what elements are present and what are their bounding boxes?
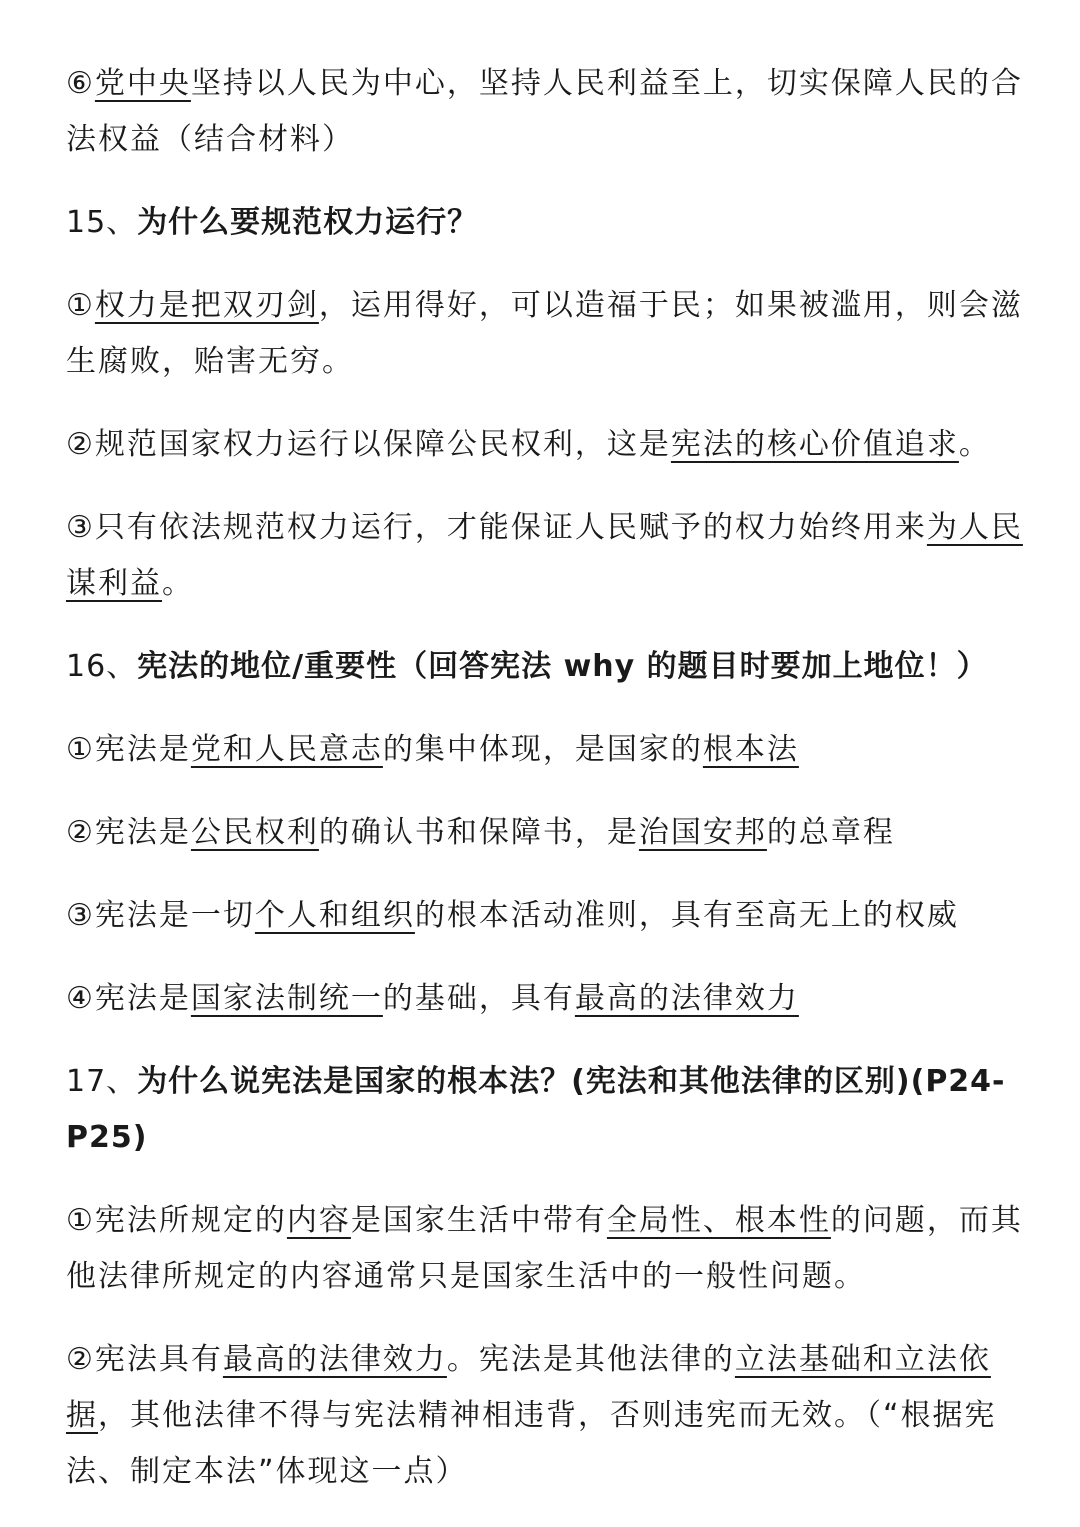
question-title: 宪法的地位/重要性（回答宪法 why 的题目时要加上地位！） [137, 649, 988, 684]
underlined-keyword: 公民权利 [190, 815, 319, 850]
paragraph-text: ③只有依法规范权力运行，才能保证人民赋予的权力始终用来 [66, 510, 927, 545]
question-15-heading [66, 195, 1026, 251]
paragraph-text: ，运用得好，可以造福于民；如果被滥用，则会滋生腐败，贻害无穷。 [66, 288, 1023, 379]
paragraph-text: 的集中体现，是国家的 [382, 732, 703, 767]
underlined-keyword: 最高的法律效力 [574, 981, 799, 1016]
paragraph-text: 的确认书和保障书，是 [318, 815, 639, 850]
paragraph-text: ①宪法是 [66, 732, 191, 767]
underlined-keyword: 党和人民意志 [190, 732, 383, 767]
underlined-keyword: 最高的法律效力 [222, 1342, 447, 1377]
q15-point-2 [66, 417, 1026, 473]
question-16-heading [66, 639, 1026, 695]
question-number: 15、 [66, 205, 138, 240]
q17-point-1 [66, 1193, 1026, 1305]
underlined-keyword: 宪法的核心价值追求 [670, 427, 959, 462]
paragraph-text: ②宪法是 [66, 815, 191, 850]
paragraph-text: ①宪法所规定的 [66, 1203, 287, 1238]
underlined-keyword: 全局性、根本性 [606, 1203, 831, 1238]
document-page [66, 56, 1026, 1527]
paragraph-text: 的问题，而其他法律所规定的内容通常只是国家生活中的一般性问题。 [66, 1203, 1023, 1294]
question-title: 为什么说宪法是国家的根本法？(宪法和其他法律的区别)(P24-P25) [66, 1064, 1006, 1155]
paragraph-text: ②规范国家权力运行以保障公民权利，这是 [66, 427, 671, 462]
underlined-keyword: 国家法制统一 [190, 981, 383, 1016]
paragraph-text: 。 [162, 566, 194, 601]
question-number: 16、 [66, 649, 138, 684]
underlined-keyword: 权力是把双刃剑 [94, 288, 319, 323]
question-17-heading [66, 1054, 1026, 1166]
underlined-keyword: 个人和组织 [254, 898, 415, 933]
paragraph-text: ④宪法是 [66, 981, 191, 1016]
q17-point-2 [66, 1332, 1026, 1500]
underlined-keyword: 根本法 [702, 732, 799, 767]
paragraph-text: 坚持以人民为中心，坚持人民利益至上，切实保障人民的合法权益（结合材料） [66, 66, 1023, 157]
item-marker: ① [66, 288, 95, 323]
underlined-keyword: 党中央 [94, 66, 191, 101]
paragraph-text: 的总章程 [766, 815, 895, 850]
item-marker: ⑥ [66, 66, 95, 101]
paragraph-text: ②宪法具有 [66, 1342, 223, 1377]
point-6-paragraph [66, 56, 1026, 168]
paragraph-text: 的根本活动准则，具有至高无上的权威 [414, 898, 959, 933]
q16-point-4 [66, 971, 1026, 1027]
q15-point-3 [66, 500, 1026, 612]
q16-point-1 [66, 722, 1026, 778]
paragraph-text: ③宪法是一切 [66, 898, 255, 933]
paragraph-text: 是国家生活中带有 [350, 1203, 607, 1238]
underlined-keyword: 立法基础和立法依据 [66, 1342, 991, 1433]
paragraph-text: 。 [958, 427, 991, 462]
underlined-keyword: 内容 [286, 1203, 351, 1238]
underlined-keyword: 治国安邦 [638, 815, 767, 850]
q16-point-3 [66, 888, 1026, 944]
q15-point-1 [66, 278, 1026, 390]
q16-point-2 [66, 805, 1026, 861]
question-title: 为什么要规范权力运行？ [137, 205, 479, 240]
paragraph-text: 的基础，具有 [382, 981, 575, 1016]
question-number: 17、 [66, 1064, 138, 1099]
paragraph-text: ，其他法律不得与宪法精神相违背，否则违宪而无效。（“根据宪法、制定本法”体现这一点） [66, 1398, 997, 1489]
underlined-keyword: 为人民谋利益 [66, 510, 1023, 601]
paragraph-text: 。宪法是其他法律的 [446, 1342, 735, 1377]
